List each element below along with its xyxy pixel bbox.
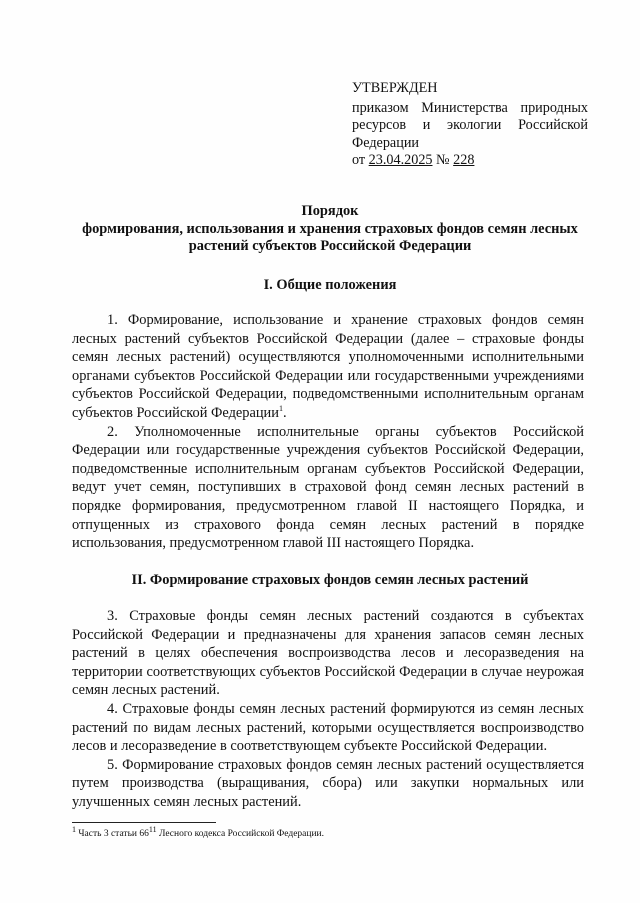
approval-line-3: Федерации xyxy=(352,134,420,151)
paragraph-4: 4. Страховые фонды семян лесных растений формируются из семян лесных растений по видам лесных растений, которыми осуществляется воспроизводство лесов и лесоразведение в соответствующем субъекте Российской Федерации. xyxy=(72,700,584,755)
approval-date-line xyxy=(352,152,588,170)
document-title-line-2: формирования, использования и хранения страховых фондов семян лесных xyxy=(82,221,578,237)
footnote-text-b: Лесного кодекса Российской Федерации. xyxy=(156,829,325,839)
approval-line-1: приказом Министерства природных xyxy=(352,99,588,116)
date-prefix: от xyxy=(352,152,369,168)
footnote-sup: 11 xyxy=(148,824,157,834)
paragraph-3: 3. Страховые фонды семян лесных растений создаются в субъектах Российской Федерации и предназначены для хранения запасов семян лесных растений в целях обеспечения воспроизводства лесов и лесоразведения на территории соответствующих субъектов Российской Федерации в случае неурожая семян лесных растений. xyxy=(72,608,584,699)
section-2-body xyxy=(72,607,584,812)
section-1-heading: I. Общие положения xyxy=(263,277,397,293)
document-title-line-3: растений субъектов Российской Федерации xyxy=(188,238,472,254)
paragraph-5: 5. Формирование страховых фондов семян лесных растений осуществляется путем производства (выращивания, сбора) или закупки нормальных или улучшенных семян лесных растений. xyxy=(72,756,584,810)
number-prefix: № xyxy=(432,152,454,168)
section-2-heading: II. Формирование страховых фондов семян лесных растений xyxy=(131,572,529,588)
footnote-text-a: Часть 3 статьи 66 xyxy=(76,829,149,839)
footnote xyxy=(72,824,325,839)
approval-heading: УТВЕРЖДЕН xyxy=(352,80,438,96)
paragraph-1-text: 1. Формирование, использование и хранение страховых фондов семян лесных растений субъектов Российской Федерации (далее – страховые фонды семян лесных растений) осуществляются уполномоченными исполнительными органами субъектов Российской Федерации или государственными учреждениями субъектов Российской Федерации, подведомственными исполнительным органам субъектов Российской Федерации xyxy=(72,312,584,421)
approval-number: 228 xyxy=(453,152,475,168)
footnote-mark: 1 xyxy=(72,824,76,834)
footnote-divider xyxy=(72,822,216,823)
approval-stamp xyxy=(352,80,588,170)
paragraph-1 xyxy=(72,311,584,423)
approval-date: 23.04.2025 xyxy=(368,152,433,168)
document-title-line-1: Порядок xyxy=(301,203,359,219)
section-1-body xyxy=(72,311,584,553)
approval-line-2: ресурсов и экологии Российской xyxy=(352,117,588,133)
footnote-ref: 1 xyxy=(278,404,283,414)
paragraph-2: 2. Уполномоченные исполнительные органы субъектов Российской Федерации или государственные учреждения субъектов Российской Федерации, подведомственные исполнительным органам субъектов Российской Федерации, ведут учет семян, поступивших в страховой фонд семян лесных растений в порядке формирования, предусмотренном главой II настоящего Порядка, и отпущенных из страхового фонда семян лесных растений в порядке использования, предусмотренном главой III настоящего Порядка. xyxy=(72,423,584,552)
paragraph-1-end: . xyxy=(282,404,287,421)
